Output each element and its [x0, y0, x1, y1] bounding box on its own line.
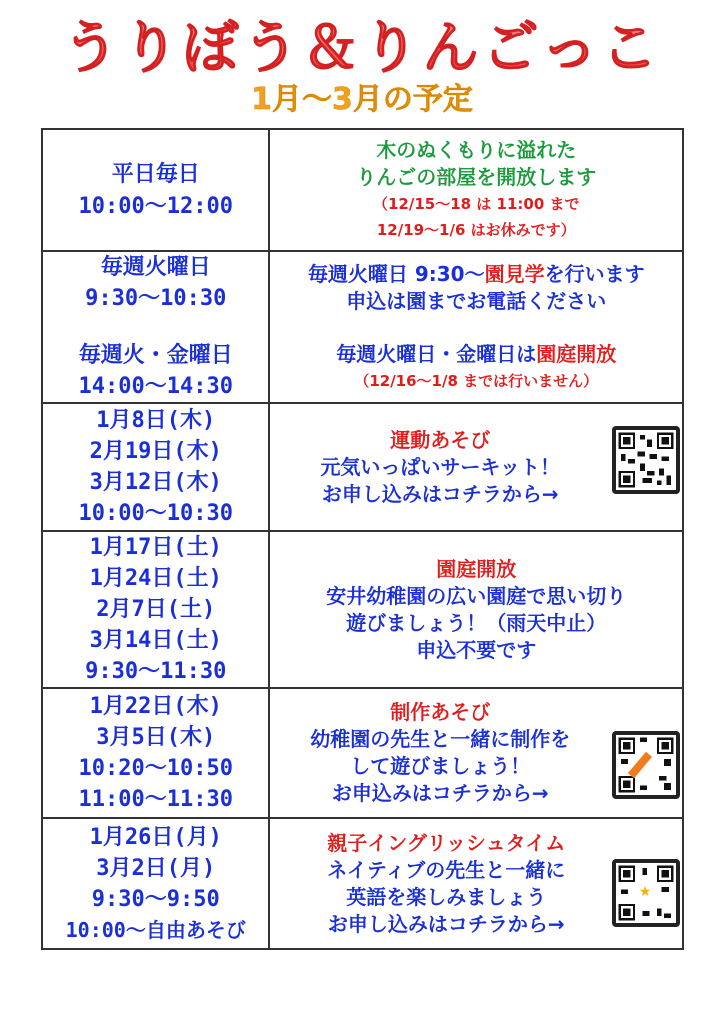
schedule-date: 3月2日(月) [96, 855, 216, 881]
schedule-date: 1月17日(土) [89, 535, 222, 560]
detail-note: （12/15〜18 は 11:00 まで [372, 195, 580, 213]
detail-line: お申し込みはコチラから→ [321, 481, 559, 506]
table-row [42, 403, 683, 531]
schedule-time: 10:20〜10:50 [78, 756, 233, 781]
schedule-table [41, 128, 684, 950]
schedule-time: 10:00〜10:30 [78, 501, 233, 526]
schedule-date: 1月24日(土) [89, 566, 222, 591]
detail-line [270, 261, 682, 288]
schedule-time-cell [42, 818, 269, 949]
detail-line: 遊びましょう！（雨天中止） [346, 610, 607, 635]
star-icon: ★ [638, 884, 652, 900]
schedule-time-cell [42, 403, 269, 531]
detail-line: 英語を楽しみましょう [346, 884, 547, 909]
qr-code-pencil-icon[interactable] [612, 731, 680, 799]
schedule-time: 9:30〜10:30 [85, 286, 227, 311]
detail-line: 幼稚園の先生と一緒に制作を [310, 727, 571, 751]
schedule-time-cell [42, 251, 269, 403]
detail-title: 親子イングリッシュタイム [327, 830, 566, 855]
detail-title: 園庭開放 [436, 556, 517, 581]
schedule-date: 2月7日(土) [96, 597, 216, 622]
schedule-detail-cell [269, 129, 683, 251]
detail-line: お申し込みはコチラから→ [327, 911, 565, 936]
schedule-detail-cell [269, 251, 683, 403]
table-row [42, 818, 683, 949]
table-row [42, 531, 683, 688]
detail-text: を行います [544, 261, 645, 286]
schedule-time: 10:00〜自由あそび [65, 917, 246, 942]
qr-code-icon[interactable] [612, 426, 680, 494]
schedule-date: 1月22日(木) [89, 694, 222, 719]
schedule-time-cell [42, 688, 269, 818]
schedule-date: 2月19日(木) [89, 439, 222, 464]
detail-line: 安井幼稚園の広い園庭で思い切り [326, 583, 627, 608]
table-row [42, 251, 683, 403]
detail-highlight: 園庭開放 [536, 341, 617, 366]
schedule-detail-cell [269, 818, 683, 949]
table-row [42, 688, 683, 818]
page-subtitle: 1月〜3月の予定 [251, 82, 473, 117]
detail-line: お申込みはコチラから→ [331, 781, 549, 805]
schedule-time: 14:00〜14:30 [78, 374, 233, 399]
schedule-date: 1月8日(木) [96, 408, 216, 433]
schedule-time: 10:00〜12:00 [78, 193, 233, 219]
schedule-date: 3月5日(木) [96, 725, 216, 750]
detail-line: ネイティブの先生と一緒に [327, 857, 566, 882]
detail-text: 毎週火曜日 9:30〜 [307, 261, 485, 286]
detail-line: 元気いっぱいサーキット！ [320, 454, 561, 479]
detail-line: 申込不要です [416, 637, 537, 662]
schedule-label: 平日毎日 [111, 161, 200, 187]
schedule-date: 3月14日(土) [89, 628, 222, 653]
detail-note: 12/19〜1/6 はお休みです） [376, 221, 576, 239]
detail-line [270, 341, 682, 368]
schedule-detail-cell [269, 403, 683, 531]
schedule-time-cell [42, 129, 269, 251]
detail-line: りんごの部屋を開放します [356, 165, 597, 189]
detail-line: して遊びましょう！ [350, 754, 531, 778]
qr-code-star-icon[interactable] [612, 859, 680, 927]
detail-text: 毎週火曜日・金曜日は [336, 341, 537, 366]
page-title: うりぼう＆りんごっこ [0, 14, 724, 84]
detail-title: 運動あそび [390, 427, 491, 452]
schedule-time: 9:30〜9:50 [91, 886, 220, 912]
detail-line: 木のぬくもりに溢れた [376, 138, 577, 162]
schedule-label: 毎週火曜日 [100, 255, 211, 280]
table-row [42, 129, 683, 251]
schedule-detail-cell [269, 688, 683, 818]
schedule-label: 毎週火・金曜日 [78, 343, 233, 368]
schedule-time: 11:00〜11:30 [78, 787, 233, 812]
schedule-time: 9:30〜11:30 [85, 659, 227, 684]
schedule-date: 3月12日(木) [89, 470, 222, 495]
detail-title: 制作あそび [390, 700, 491, 724]
schedule-time-cell [42, 531, 269, 688]
detail-highlight: 園見学 [484, 261, 545, 286]
detail-line: 申込は園までお電話ください [346, 288, 607, 313]
detail-note: （12/16〜1/8 までは行いません） [354, 371, 599, 390]
schedule-date: 1月26日(月) [89, 824, 222, 850]
schedule-detail-cell [269, 531, 683, 688]
